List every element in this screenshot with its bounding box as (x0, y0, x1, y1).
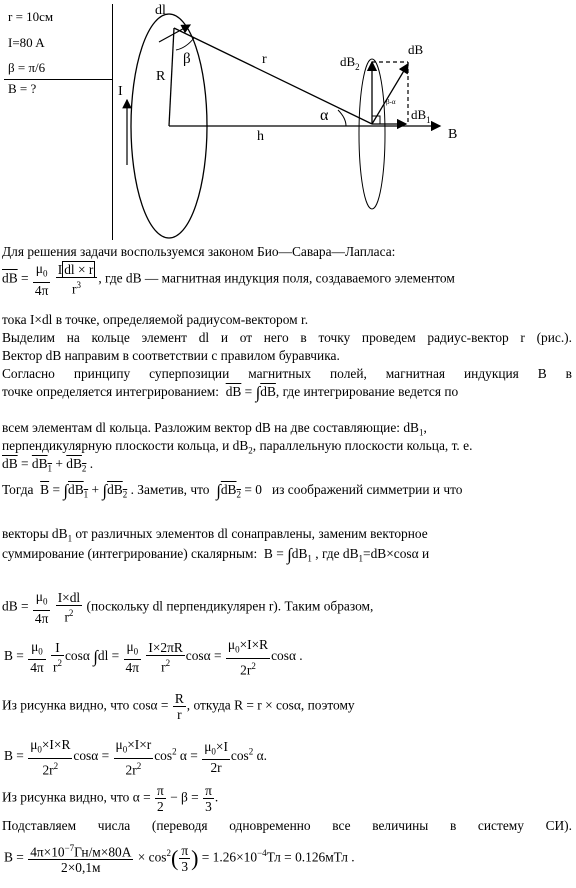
line-13: суммирование (интегрирование) скалярным: $B = \int dB_1$ , где $dB_1=dB\times\cos\alpha$ и (2, 545, 430, 565)
line-1: Для решения задачи воспользуемся законом Био—Савара—Лапласа: (2, 244, 396, 259)
line-5: Вектор dB направим в соответствии с правилом буравчика. (2, 348, 340, 363)
line-6: Согласно принципу суперпозиции магнитных полей, магнитная индукция B в (2, 366, 572, 381)
label-dl: dl (155, 3, 166, 18)
label-dB1: $dB_1$ (411, 107, 431, 125)
label-small-angle: β-α (386, 98, 396, 106)
given-I: I=80 A (8, 35, 45, 50)
line-10-vector-sum: $\overline{dB} = dB_1 + dB_2$ . (2, 456, 94, 474)
ring-diagram (0, 0, 576, 245)
label-R: R (156, 69, 166, 84)
given-unknown: B = ? (8, 81, 37, 96)
radius-R-line (169, 28, 174, 126)
line-3: тока I×dl в точке, определяемой радиусом-вектором r. (2, 312, 309, 327)
line-20-numeric: B = $\frac{4\pi\times 10^{-7}Гн/м\times 80А}{2\times 0,1м}$ × $\cos^2$( $\frac{\pi}{3}$ ) = $1.26\times 10^{-4}Тл = 0.126мТл$ . (4, 842, 355, 876)
line-15-integral: B = $\frac{\mu_0}{4\pi}$ $\frac{I}{r^2}$ cosα ∫dl = $\frac{\mu_0}{4\pi}$ $\frac{I\times 2\pi R}{r^2}$ cosα = $\frac{\mu_0\times I\times R}{2r^2}$ cosα . (4, 637, 303, 678)
label-r: r (262, 52, 267, 67)
line-14: dB = $\frac{\mu_0}{4\pi}$ $\frac{I\times dl}{r^2}$ (поскольку dl перпендикулярен r). Таким образом, (2, 589, 374, 626)
label-dB2: $dB_2$ (340, 54, 360, 72)
label-I: I (118, 84, 123, 99)
given-r: r = 10см (8, 9, 54, 24)
line-17: B = $\frac{\mu_0\times I\times R}{2r^2}$ cosα = $\frac{\mu_0\times I\times r}{2r^2}$ $\cos^2 \alpha$ = $\frac{\mu_0\times I}{2r}$ $\cos^2 \alpha$. (4, 737, 267, 778)
line-12: векторы $dB_1$ от различных элементов dl сонаправлены, заменим векторное (2, 526, 428, 544)
biot-savart-formula: $\overline{dB}$ = $\frac{\mu_0}{4\pi}$ $\frac{\text{I dl × r}}{r^3}$ , где dB — магнитная индукция поля, создаваемого элементом (2, 261, 455, 298)
label-dB: dB (408, 42, 424, 57)
line-16: Из рисунка видно, что cosα = $\frac{R}{r}$ , откуда R = r × cosα, поэтому (2, 691, 355, 722)
line-18: Из рисунка видно, что α = $\frac{\pi}{2}$ − β = $\frac{\pi}{3}$ . (2, 783, 219, 814)
line-11: Тогда $\overline{B} = \int dB_1 + \int dB_2$ . Заметив, что $\int dB_2 = 0$ из соображений симметрии и что (2, 481, 463, 501)
line-2-tail: , где dB — магнитная индукция поля, создаваемого элементом (98, 270, 455, 286)
label-alpha: α (320, 107, 329, 124)
line-8: всем элементам dl кольца. Разложим вектор dB на две составляющие: $dB_1$, (2, 420, 427, 438)
dB-vector (372, 64, 408, 124)
line-4: Выделим на кольце элемент dl и от него в точку проведем радиус-вектор r (рис.). (2, 330, 572, 345)
line-7: точке определяется интегрированием: $\overline{dB} = \int\overline{dB}$, где интегрирование ведется по (2, 383, 459, 403)
line-19: Подставляем числа (переводя одновременно все величины в систему СИ). (2, 818, 572, 833)
line-9: перпендикулярную плоскости кольца, и $dB_2$, параллельную плоскости кольца, т. е. (2, 438, 473, 456)
label-beta: β (183, 51, 191, 67)
label-B: B (448, 127, 458, 142)
label-h: h (257, 129, 264, 144)
given-beta: β = π/6 (8, 60, 46, 75)
